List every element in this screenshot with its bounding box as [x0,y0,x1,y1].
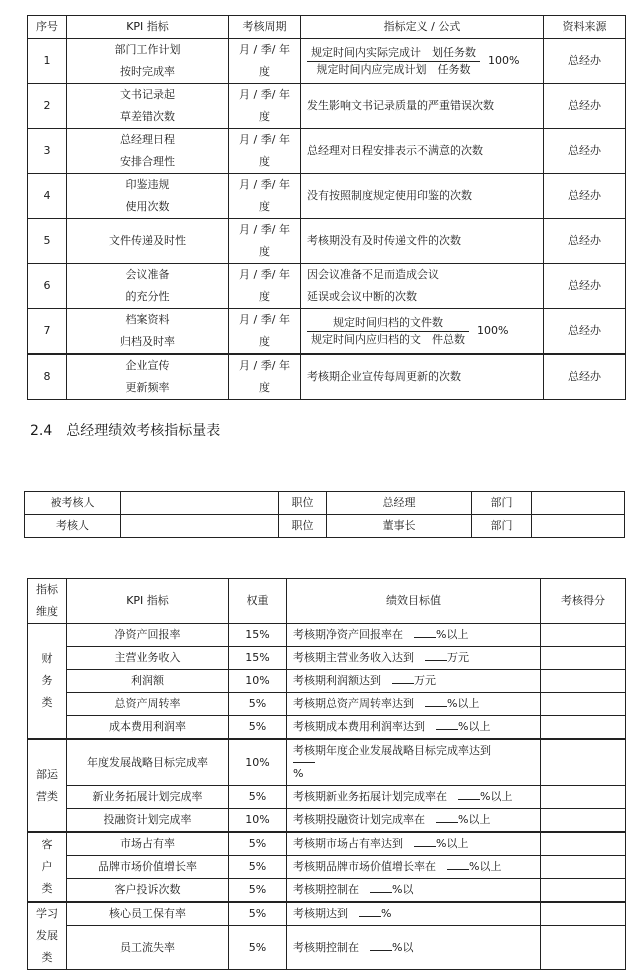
dimension-financial: 财 务 类 [28,624,67,740]
table-row [28,264,626,309]
target: 考核期净资产回报率在 %以上 [287,624,541,647]
table-header-row [28,579,626,624]
fill-blank[interactable] [425,660,447,661]
department-value[interactable] [532,492,625,515]
kpi-definition-table [27,15,626,400]
data-source: 总经办 [544,354,626,400]
row-number: 7 [28,309,67,355]
kpi-name: 总经理日程 安排合理性 [67,129,229,174]
target: 考核期成本费用利润率达到 %以上 [287,716,541,740]
col-header-no: 序号 [28,16,67,39]
kpi-name: 净资产回报率 [67,624,229,647]
col-header-definition: 指标定义 / 公式 [301,16,544,39]
table-row [28,716,626,740]
department-value[interactable] [532,515,625,538]
target: 考核期投融资计划完成率在 %以上 [287,809,541,833]
table-row [28,832,626,856]
score-cell[interactable] [541,693,626,716]
table-row [28,129,626,174]
row-number: 5 [28,219,67,264]
dimension-operations: 部运 营类 [28,739,67,832]
info-row-assessor [25,515,625,538]
col-header-kpi: KPI 指标 [67,16,229,39]
period: 月 / 季/ 年 度 [229,174,301,219]
target: 考核期品牌市场价值增长率在 %以上 [287,856,541,879]
kpi-name: 文件传递及时性 [67,219,229,264]
table-row [28,219,626,264]
info-row-assessee [25,492,625,515]
score-cell[interactable] [541,832,626,856]
definition-formula: $\frac{\text{规定时间归档的文件数}}{\text{规定时间内应归档的文 件总数}}$ 100% [301,309,544,355]
row-number: 8 [28,354,67,400]
score-cell[interactable] [541,716,626,740]
weight: 15% [229,647,287,670]
target: 考核期利润额达到 万元 [287,670,541,693]
fill-blank[interactable] [436,822,458,823]
table-row [28,174,626,219]
weight: 10% [229,809,287,833]
fill-blank[interactable] [414,846,436,847]
data-source: 总经办 [544,39,626,84]
position-value: 董事长 [327,515,472,538]
col-header-score: 考核得分 [541,579,626,624]
kpi-name: 会议准备 的充分性 [67,264,229,309]
data-source: 总经办 [544,309,626,355]
performance-scale-table [27,578,626,970]
assessee-info-table [24,491,625,538]
period: 月 / 季/ 年 度 [229,129,301,174]
table-header-row [28,16,626,39]
weight: 5% [229,693,287,716]
kpi-name: 印鉴违规 使用次数 [67,174,229,219]
definition-formula: $\frac{\text{规定时间内实际完成计 划任务数}}{\text{规定时间内应完成计划 任务数}}$ 100% [301,39,544,84]
col-header-dimension: 指标 维度 [28,579,67,624]
weight: 5% [229,716,287,740]
kpi-name: 投融资计划完成率 [67,809,229,833]
weight: 5% [229,856,287,879]
definition: 总经理对日程安排表示不满意的次数 [301,129,544,174]
fill-blank[interactable] [447,869,469,870]
col-header-source: 资料来源 [544,16,626,39]
table-row [28,809,626,833]
kpi-name: 总资产周转率 [67,693,229,716]
table-row [28,39,626,84]
col-header-kpi: KPI 指标 [67,579,229,624]
fraction: $\frac{\text{规定时间归档的文件数}}{\text{规定时间内应归档的文 件总数}}$ [307,315,469,348]
assessor-label: 考核人 [25,515,121,538]
col-header-weight: 权重 [229,579,287,624]
table-row [28,926,626,970]
row-number: 2 [28,84,67,129]
target: 考核期控制在 %以 [287,879,541,903]
col-header-target: 绩效目标值 [287,579,541,624]
row-number: 3 [28,129,67,174]
kpi-name: 成本费用利润率 [67,716,229,740]
target: 考核期达到 % [287,902,541,926]
weight: 5% [229,832,287,856]
position-value: 总经理 [327,492,472,515]
score-cell[interactable] [541,926,626,970]
kpi-name: 核心员工保有率 [67,902,229,926]
section-title: 总经理绩效考核指标量表 [66,423,221,439]
target: 考核期控制在 %以 [287,926,541,970]
table-row [28,624,626,647]
weight: 10% [229,739,287,786]
period: 月 / 季/ 年 度 [229,84,301,129]
table-row [28,879,626,903]
weight: 15% [229,624,287,647]
weight: 10% [229,670,287,693]
weight: 5% [229,902,287,926]
period: 月 / 季/ 年 度 [229,39,301,84]
fill-blank[interactable] [370,950,392,951]
kpi-name: 主营业务收入 [67,647,229,670]
score-cell[interactable] [541,856,626,879]
period: 月 / 季/ 年 度 [229,219,301,264]
table-row [28,84,626,129]
weight: 5% [229,926,287,970]
score-cell[interactable] [541,786,626,809]
score-cell[interactable] [541,809,626,833]
row-number: 1 [28,39,67,84]
row-number: 4 [28,174,67,219]
definition: 没有按照制度规定使用印鉴的次数 [301,174,544,219]
kpi-name: 年度发展战略目标完成率 [67,739,229,786]
table-row [28,354,626,400]
table-row [28,670,626,693]
weight: 5% [229,879,287,903]
kpi-name: 企业宣传 更新频率 [67,354,229,400]
period: 月 / 季/ 年 度 [229,354,301,400]
kpi-name: 利润额 [67,670,229,693]
definition: 考核期没有及时传递文件的次数 [301,219,544,264]
weight: 5% [229,786,287,809]
fill-blank[interactable] [436,729,458,730]
table-row [28,309,626,355]
score-cell[interactable] [541,624,626,647]
fill-blank[interactable] [392,683,414,684]
table-row [28,902,626,926]
definition: 考核期企业宣传每周更新的次数 [301,354,544,400]
period: 月 / 季/ 年 度 [229,309,301,355]
fill-blank[interactable] [359,916,381,917]
table-row [28,856,626,879]
assessee-label: 被考核人 [25,492,121,515]
data-source: 总经办 [544,84,626,129]
kpi-name: 部门工作计划 按时完成率 [67,39,229,84]
assessor-value[interactable] [121,515,279,538]
kpi-name: 员工流失率 [67,926,229,970]
data-source: 总经办 [544,264,626,309]
fill-blank[interactable] [458,799,480,800]
assessee-value[interactable] [121,492,279,515]
data-source: 总经办 [544,129,626,174]
period: 月 / 季/ 年 度 [229,264,301,309]
table-row [28,739,626,786]
score-cell[interactable] [541,902,626,926]
definition: 发生影响文书记录质量的严重错误次数 [301,84,544,129]
target: 考核期市场占有率达到 %以上 [287,832,541,856]
target: 考核期年度企业发展战略目标完成率达到 % [287,739,541,786]
position-label: 职位 [279,492,327,515]
kpi-name: 市场占有率 [67,832,229,856]
section-heading [30,420,220,440]
dimension-customer: 客 户 类 [28,832,67,902]
score-cell[interactable] [541,739,626,786]
table-row [28,647,626,670]
fill-blank[interactable] [425,706,447,707]
department-label: 部门 [472,515,532,538]
target: 考核期主营业务收入达到 万元 [287,647,541,670]
fill-blank[interactable] [370,892,392,893]
score-cell[interactable] [541,879,626,903]
target: 考核期新业务拓展计划完成率在 %以上 [287,786,541,809]
data-source: 总经办 [544,219,626,264]
kpi-name: 档案资料 归档及时率 [67,309,229,355]
dimension-learning-growth: 学习 发展 类 [28,902,67,970]
score-cell[interactable] [541,670,626,693]
data-source: 总经办 [544,174,626,219]
row-number: 6 [28,264,67,309]
target: 考核期总资产周转率达到 %以上 [287,693,541,716]
kpi-name: 客户投诉次数 [67,879,229,903]
kpi-name: 品牌市场价值增长率 [67,856,229,879]
position-label: 职位 [279,515,327,538]
section-number: 2.4 [30,423,53,439]
fraction: $\frac{\text{规定时间内实际完成计 划任务数}}{\text{规定时间内应完成计划 任务数}}$ [307,45,480,78]
department-label: 部门 [472,492,532,515]
definition: 因会议准备不足而造成会议 延误或会议中断的次数 [301,264,544,309]
table-row [28,693,626,716]
fill-blank[interactable] [414,637,436,638]
table-row [28,786,626,809]
col-header-period: 考核周期 [229,16,301,39]
score-cell[interactable] [541,647,626,670]
kpi-name: 文书记录起 草差错次数 [67,84,229,129]
kpi-name: 新业务拓展计划完成率 [67,786,229,809]
